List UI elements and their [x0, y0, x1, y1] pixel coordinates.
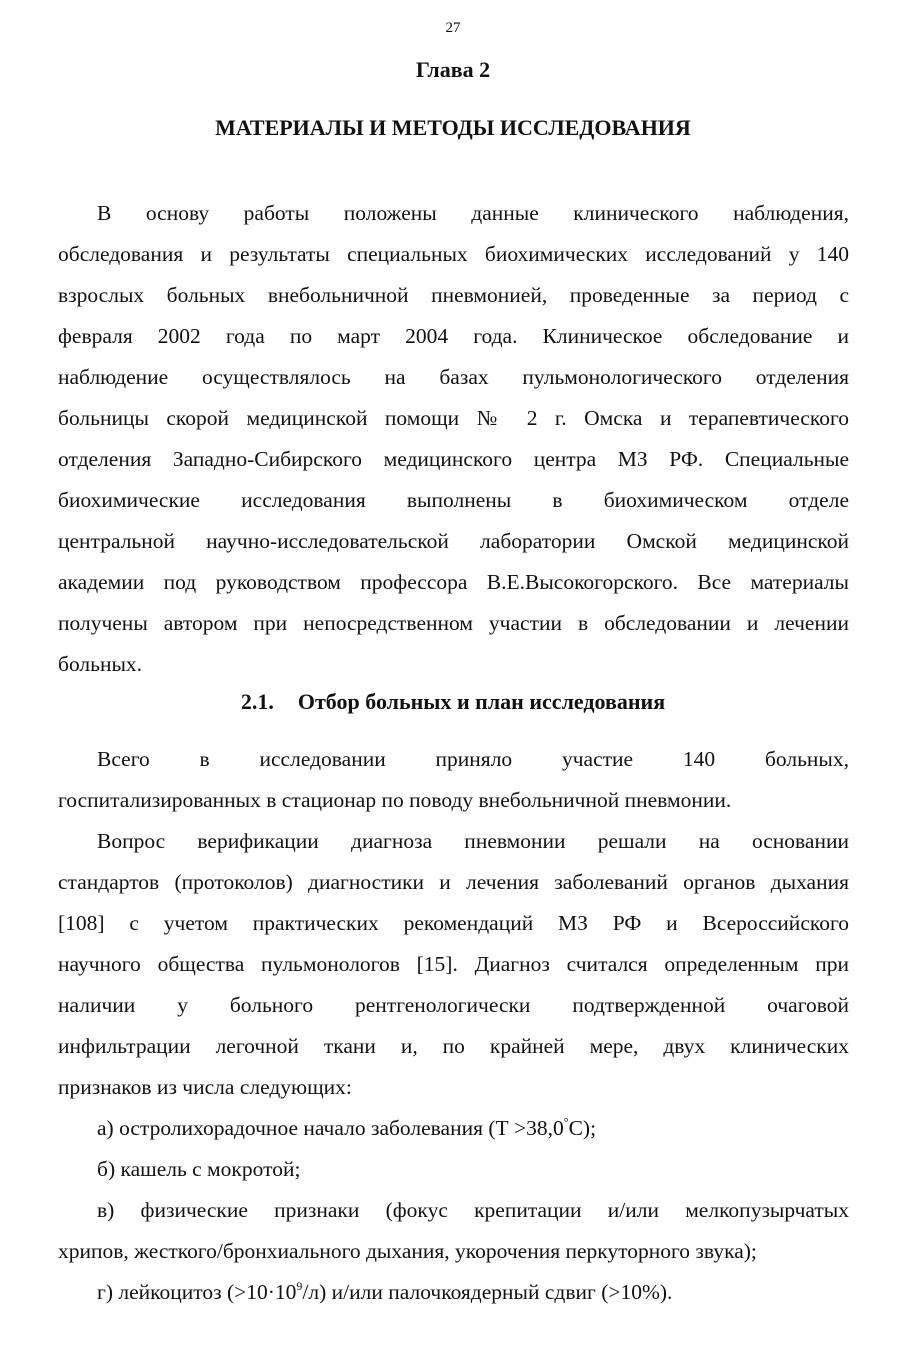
criterion-d	[97, 1279, 849, 1305]
criterion-c-line: хрипов, жесткого/бронхиального дыхания, укорочения перкуторного звука);	[58, 1239, 757, 1263]
criterion-d-text: г) лейкоцитоз (>10·10	[97, 1280, 297, 1304]
paragraph-line: инфильтрации легочной ткани и, по крайней мере, двух клинических	[58, 1034, 849, 1058]
page-number: 27	[445, 20, 461, 36]
criterion-d-rest: /л) и/или палочкоядерный сдвиг (>10%).	[302, 1280, 673, 1304]
section-heading	[0, 689, 906, 715]
paragraph-line: отделения Западно-Сибирского медицинского центра МЗ РФ. Специальные	[58, 447, 849, 471]
criterion-a	[97, 1115, 849, 1141]
paragraph-line: наличии у больного рентгенологически подтвержденной очаговой	[58, 993, 849, 1017]
paragraph-line: центральной научно-исследовательской лаборатории Омской медицинской	[58, 529, 849, 553]
paragraph-line: Всего в исследовании приняло участие 140 больных,	[97, 747, 849, 771]
criterion-b: б) кашель с мокротой;	[97, 1157, 301, 1181]
section-title: Отбор больных и план исследования	[297, 689, 666, 714]
paragraph-line: научного общества пульмонологов [15]. Диагноз считался определенным при	[58, 952, 849, 976]
chapter-title: МАТЕРИАЛЫ И МЕТОДЫ ИССЛЕДОВАНИЯ	[215, 115, 691, 140]
paragraph-line: получены автором при непосредственном участии в обследовании и лечении	[58, 611, 849, 635]
degree-sign: °	[563, 1115, 569, 1129]
paragraph-line: [108] с учетом практических рекомендаций МЗ РФ и Всероссийского	[58, 911, 849, 935]
exponent: 9	[296, 1279, 303, 1293]
section-number: 2.1.	[240, 689, 274, 714]
paragraph-line: академии под руководством профессора В.Е.Высокогорского. Все материалы	[58, 570, 849, 594]
paragraph-line: взрослых больных внебольничной пневмонией, проведенные за период с	[58, 283, 849, 307]
criterion-a-unit: С);	[568, 1116, 597, 1140]
paragraph-line: больных.	[58, 652, 143, 676]
paragraph-line: февраля 2002 года по март 2004 года. Клиническое обследование и	[58, 324, 849, 348]
criterion-a-text: а) остролихорадочное начало заболевания (Т >38,0	[97, 1116, 564, 1140]
criterion-c-line: в) физические признаки (фокус крепитации и/или мелкопузырчатых	[97, 1198, 849, 1222]
paragraph-line: Вопрос верификации диагноза пневмонии решали на основании	[97, 829, 849, 853]
paragraph-line: госпитализированных в стационар по поводу внебольничной пневмонии.	[58, 788, 732, 812]
chapter-heading: Глава 2	[415, 57, 491, 82]
paragraph-line: больницы скорой медицинской помощи № 2 г. Омска и терапевтического	[58, 406, 849, 430]
paragraph-line: обследования и результаты специальных биохимических исследований у 140	[58, 242, 849, 266]
paragraph-line: биохимические исследования выполнены в биохимическом отделе	[58, 488, 849, 512]
paragraph-line: В основу работы положены данные клинического наблюдения,	[97, 201, 849, 225]
paragraph-line: наблюдение осуществлялось на базах пульмонологического отделения	[58, 365, 849, 389]
paragraph-line: стандартов (протоколов) диагностики и лечения заболеваний органов дыхания	[58, 870, 849, 894]
paragraph-line: признаков из числа следующих:	[58, 1075, 352, 1099]
